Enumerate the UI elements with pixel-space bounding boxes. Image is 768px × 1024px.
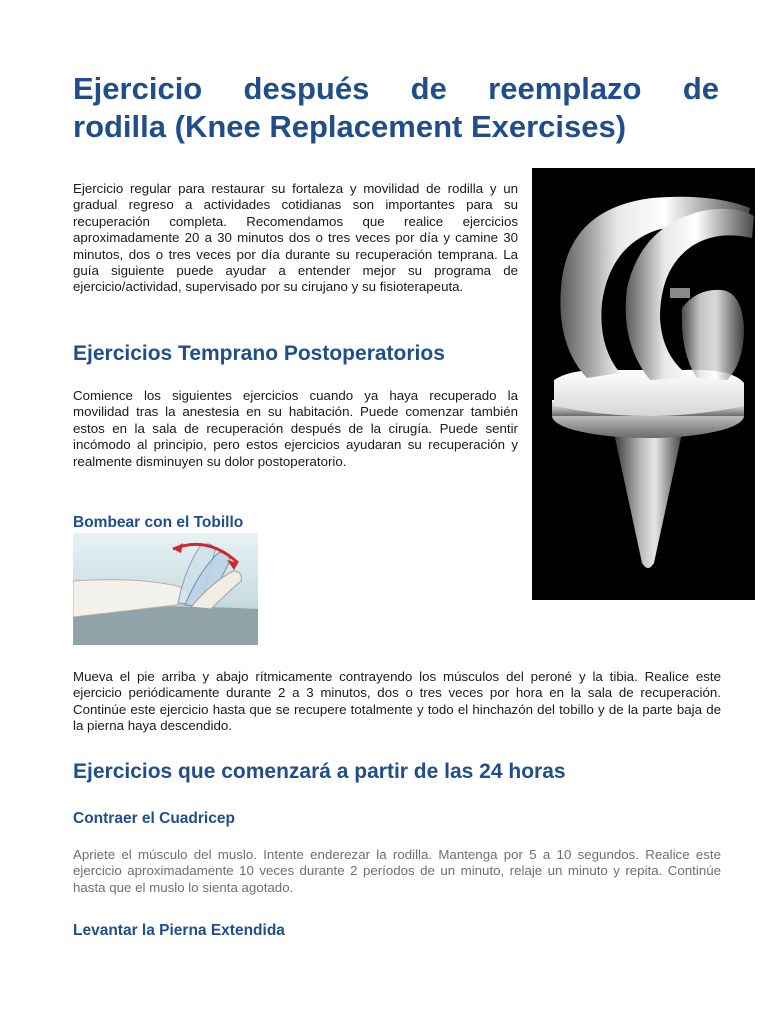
section-heading-24-hours: Ejercicios que comenzará a partir de las 24 horas — [73, 760, 566, 783]
quad-set-heading: Contraer el Cuadricep — [73, 810, 235, 827]
ankle-pump-heading: Bombear con el Tobillo — [73, 514, 244, 531]
section-heading-early-postop: Ejercicios Temprano Postoperatorios — [73, 342, 445, 365]
page-title-line-1: Ejercicio después de reemplazo de — [73, 71, 719, 106]
page-title — [73, 70, 719, 146]
straight-leg-raise-heading: Levantar la Pierna Extendida — [73, 922, 285, 939]
page-title-line-2: rodilla (Knee Replacement Exercises) — [73, 109, 627, 144]
intro-paragraph: Ejercicio regular para restaurar su fortaleza y movilidad de rodilla y un gradual regreso a actividades cotidianas son importantes para su recuperación completa. Recomendamos que realice ejercicios aproximadamente 20 a 30 minutos dos o tres veces por día y camine 30 minutos, dos o tres veces por día durante su recuperación temprana. La guía siguiente puede ayudar a entender mejor su programa de ejercicio/actividad, supervisado por su cirujano y su fisioterapeuta. — [73, 181, 518, 295]
ankle-pump-paragraph: Mueva el pie arriba y abajo rítmicamente contrayendo los músculos del peroné y la tibia. Realice este ejercicio periódicamente durante 2 a 3 minutos, dos o tres veces por hora en la sala de recuperación. Continúe este ejercicio hasta que se recupere totalmente y todo el hinchazón del tobillo y de la parte baja de la pierna haya descendido. — [73, 669, 721, 734]
quad-set-paragraph: Apriete el músculo del muslo. Intente enderezar la rodilla. Mantenga por 5 a 10 segundos. Realice este ejercicio aproximadamente 10 veces durante 2 períodos de un minuto, relaje un minuto y repita. Continúe hasta que el muslo lo sienta agotado. — [73, 847, 721, 895]
ankle-pump-image — [73, 533, 258, 645]
knee-implant-image — [532, 168, 755, 600]
early-postop-paragraph: Comience los siguientes ejercicios cuando ya haya recuperado la movilidad tras la anestesia en su habitación. Puede comenzar también estos en la sala de recuperación después de la cirugía. Puede sentir incómodo al principio, pero estos ejercicios ayudaran su recuperación y realmente disminuyen su dolor postoperatorio. — [73, 388, 518, 469]
